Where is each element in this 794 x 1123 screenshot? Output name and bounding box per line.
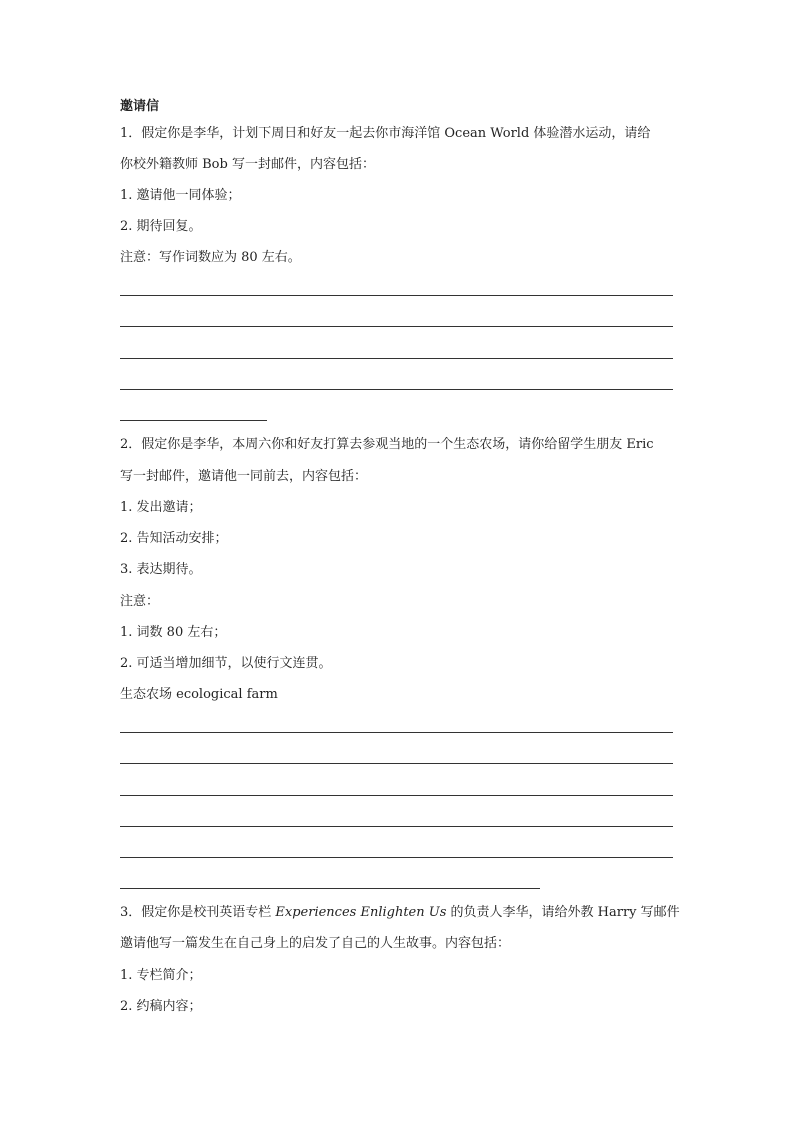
q1-item: 1. 邀请他一同体验； <box>120 188 241 203</box>
q2-answer-line <box>120 732 673 733</box>
q3-prompt-line-1 <box>120 904 680 922</box>
q2-prompt-line-1: 2．假定你是李华，本周六你和好友打算去参观当地的一个生态农场，请你给留学生朋友 Eric <box>120 437 654 452</box>
q2-note-label: 注意： <box>120 594 160 609</box>
q2-prompt-line-2: 写一封邮件，邀请他一同前去，内容包括： <box>120 469 368 484</box>
q2-note-item: 1. 词数 80 左右； <box>120 625 227 640</box>
q3-prompt-line-2: 邀请他写一篇发生在自己身上的启发了自己的人生故事。内容包括： <box>120 936 511 951</box>
q3-item: 2. 约稿内容； <box>120 999 202 1014</box>
q2-note-item: 2. 可适当增加细节，以使行文连贯。 <box>120 656 332 671</box>
q1-answer-line <box>120 295 673 296</box>
q3-item: 1. 专栏简介； <box>120 968 202 983</box>
q2-answer-line <box>120 857 673 858</box>
q2-answer-line <box>120 763 673 764</box>
q2-answer-line-short <box>120 888 540 889</box>
q3-column-name: Experiences Enlighten Us <box>275 905 447 920</box>
q2-vocab: 生态农场 ecological farm <box>120 687 278 702</box>
q3-prompt-text-b: 的负责人李华，请给外教 Harry 写邮件 <box>446 905 680 920</box>
q1-prompt-line-1: 1．假定你是李华，计划下周日和好友一起去你市海洋馆 Ocean World 体验潜水运动，请给 <box>120 126 651 141</box>
q2-item: 1. 发出邀请； <box>120 500 202 515</box>
document-title: 邀请信 <box>120 99 160 114</box>
q2-answer-line <box>120 795 673 796</box>
q2-answer-line <box>120 826 673 827</box>
q1-note: 注意：写作词数应为 80 左右。 <box>120 250 301 265</box>
q1-prompt-line-2: 你校外籍教师 Bob 写一封邮件，内容包括： <box>120 157 375 172</box>
q1-answer-line <box>120 326 673 327</box>
q1-answer-line-short <box>120 420 267 421</box>
q2-item: 3. 表达期待。 <box>120 562 202 577</box>
q1-answer-line <box>120 358 673 359</box>
q3-prompt-text-a: 3．假定你是校刊英语专栏 <box>120 905 276 920</box>
q1-answer-line <box>120 389 673 390</box>
q1-item: 2. 期待回复。 <box>120 219 202 234</box>
q2-item: 2. 告知活动安排； <box>120 531 228 546</box>
